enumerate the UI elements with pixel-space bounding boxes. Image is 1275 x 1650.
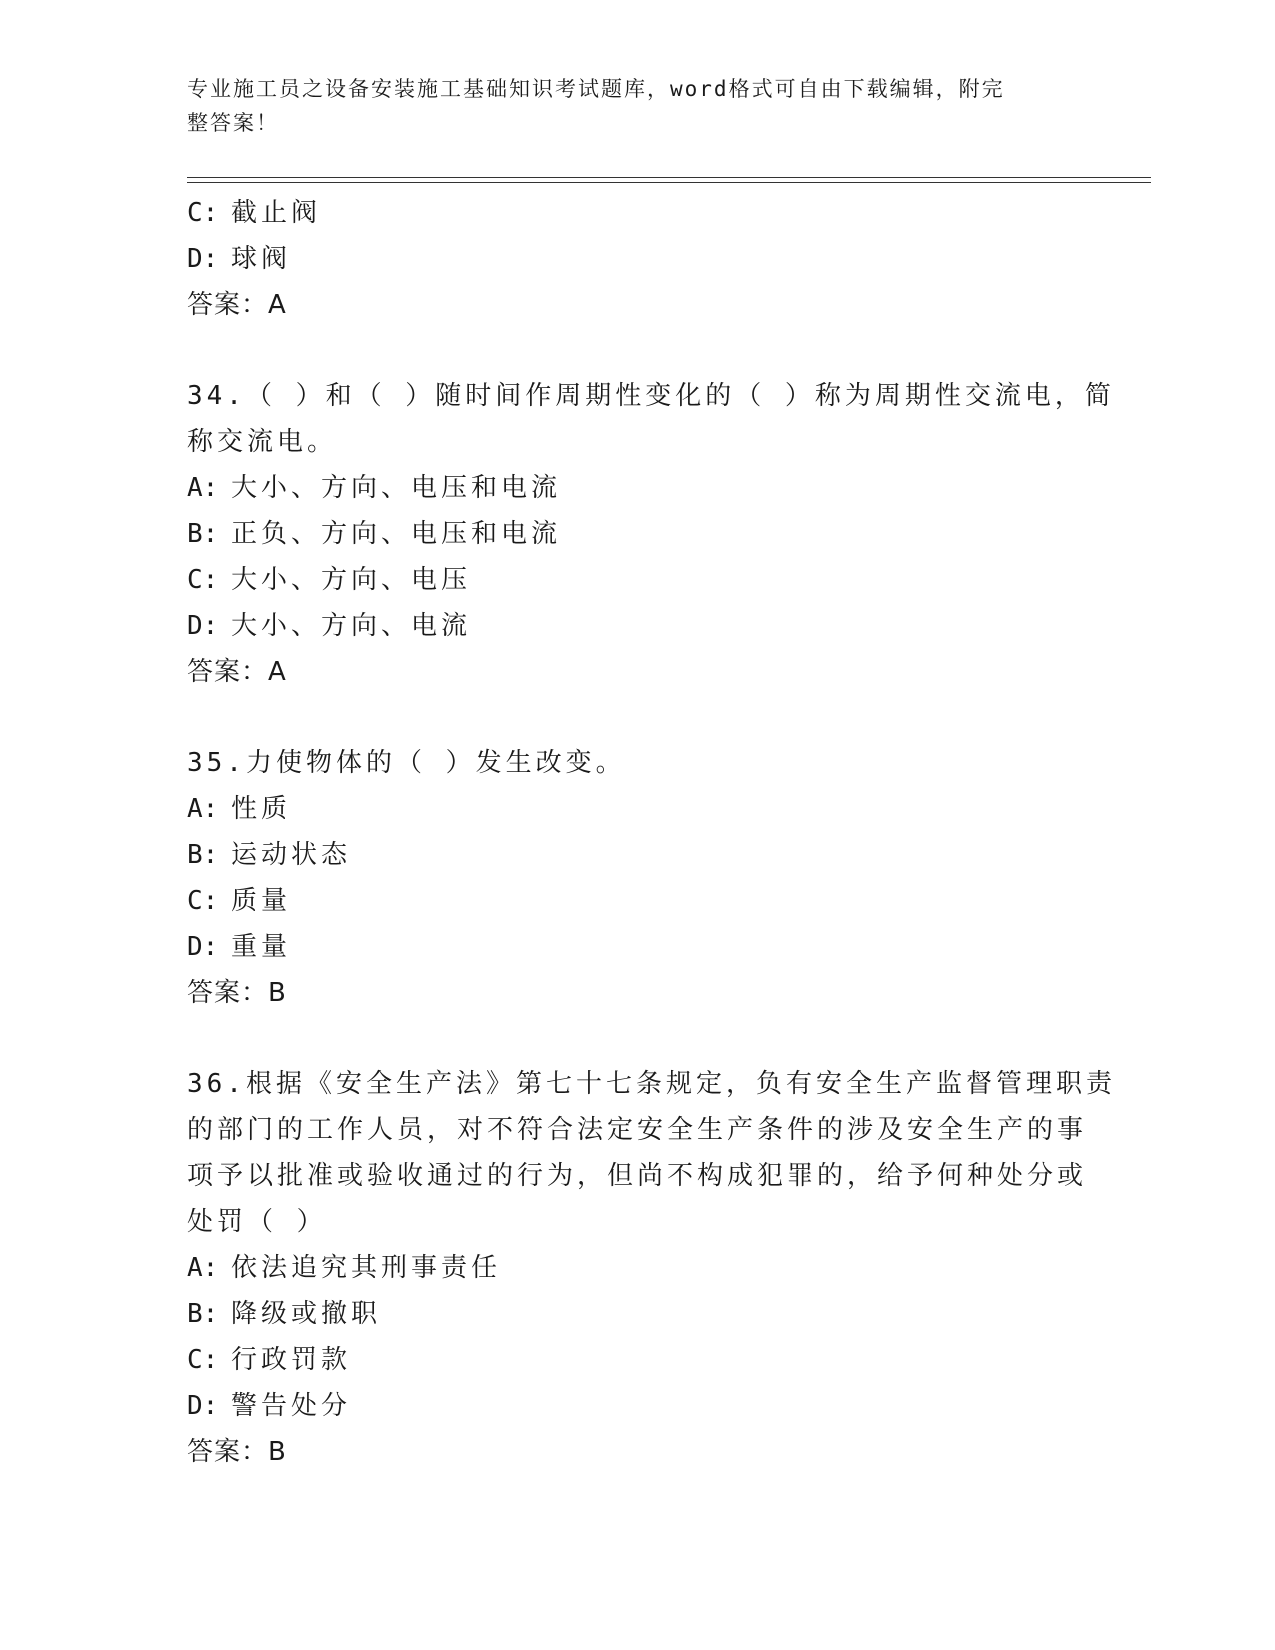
option-text: 大小、方向、电流: [231, 611, 472, 641]
option-text: 大小、方向、电压和电流: [231, 473, 562, 503]
question-35: [187, 740, 1087, 1016]
header-title-line-2: 整答案！: [187, 111, 279, 135]
question-stem-line: 34.（ ）和（ ）随时间作周期性变化的（ ）称为周期性交流电，简: [187, 381, 1115, 411]
answer-line: 答案：A: [187, 290, 287, 320]
option-text: 性质: [231, 794, 292, 824]
question-stem-line: 36.根据《安全生产法》第七十七条规定，负有安全生产监督管理职责: [187, 1069, 1116, 1099]
option-label: B:: [187, 519, 219, 549]
option-label: B:: [187, 1299, 219, 1329]
question-33-tail: [187, 190, 1087, 328]
question-stem-line: 处罚（ ）: [187, 1207, 327, 1237]
option-text: 运动状态: [231, 840, 352, 870]
option-text: 警告处分: [231, 1391, 352, 1421]
option-label: C:: [187, 886, 219, 916]
option-row: [187, 786, 1087, 832]
option-text: 正负、方向、电压和电流: [231, 519, 562, 549]
option-label: B:: [187, 840, 219, 870]
option-row: [187, 1383, 1087, 1429]
header-divider-top: [187, 177, 1151, 178]
option-row: [187, 557, 1087, 603]
option-label: A:: [187, 473, 219, 503]
option-row: [187, 511, 1087, 557]
option-label: D:: [187, 1391, 219, 1421]
question-36: [187, 1061, 1116, 1475]
header-title-line-1: 专业施工员之设备安装施工基础知识考试题库，word格式可自由下载编辑，附完: [187, 77, 1005, 101]
option-text: 大小、方向、电压: [231, 565, 472, 595]
option-text: 截止阀: [231, 198, 322, 228]
option-label: C:: [187, 198, 219, 228]
option-row: [187, 924, 1087, 970]
option-text: 质量: [231, 886, 292, 916]
option-row: [187, 1245, 1087, 1291]
answer-line: 答案：B: [187, 1437, 287, 1467]
option-text: 依法追究其刑事责任: [231, 1253, 502, 1283]
question-stem-line: 的部门的工作人员，对不符合法定安全生产条件的涉及安全生产的事: [187, 1115, 1088, 1145]
spacer: [187, 695, 1087, 740]
spacer: [187, 1016, 1087, 1061]
question-stem-line: 称交流电。: [187, 427, 338, 457]
option-row: [187, 465, 1087, 511]
spacer: [187, 328, 1087, 373]
option-text: 重量: [231, 932, 292, 962]
answer-line: 答案：A: [187, 657, 287, 687]
option-row: [187, 832, 1087, 878]
document-header: [187, 72, 1067, 140]
option-row: [187, 190, 1087, 236]
option-label: A:: [187, 794, 219, 824]
option-label: D:: [187, 932, 219, 962]
answer-line: 答案：B: [187, 978, 287, 1008]
option-row: [187, 1337, 1087, 1383]
question-content: [187, 190, 1116, 1475]
option-label: A:: [187, 1253, 219, 1283]
option-row: [187, 878, 1087, 924]
question-34: [187, 373, 1115, 695]
question-stem-line: 35.力使物体的（ ）发生改变。: [187, 748, 626, 778]
option-text: 行政罚款: [231, 1345, 352, 1375]
option-label: D:: [187, 611, 219, 641]
option-label: D:: [187, 244, 219, 274]
option-row: [187, 236, 1087, 282]
option-text: 降级或撤职: [231, 1299, 382, 1329]
option-row: [187, 1291, 1087, 1337]
option-label: C:: [187, 565, 219, 595]
option-label: C:: [187, 1345, 219, 1375]
option-row: [187, 603, 1087, 649]
question-stem-line: 项予以批准或验收通过的行为，但尚不构成犯罪的，给予何种处分或: [187, 1161, 1088, 1191]
option-text: 球阀: [231, 244, 292, 274]
header-divider-bottom: [187, 182, 1151, 183]
